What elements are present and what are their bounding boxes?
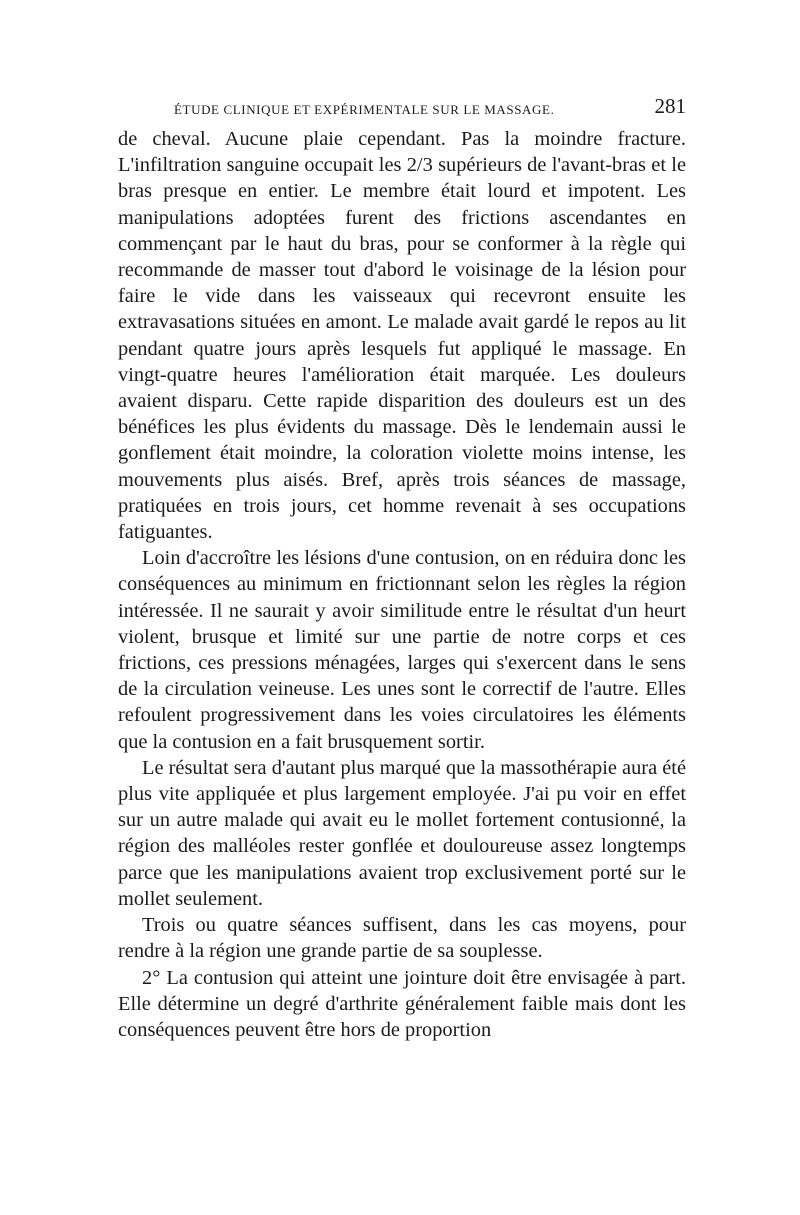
paragraph-joint-contusion: 2° La contusion qui atteint une jointure doit être envisagée à part. Elle détermine un degré d'arthrite généralement faible mais dont les conséquences peuvent être hors de proportion <box>118 966 686 1041</box>
book-page <box>118 96 686 1043</box>
paragraph-massotherapy-result: Le résultat sera d'autant plus marqué que la massothérapie aura été plus vite appliquée et plus largement employée. J'ai pu voir en effet sur un autre malade qui avait eu le mollet fortement contusionné, la région des malléoles rester gonflée et douloureuse assez longtemps parce que les manipulations avaient trop exclusivement porté sur le mollet seulement. <box>118 756 686 910</box>
running-head <box>118 96 686 126</box>
running-title: ÉTUDE CLINIQUE ET EXPÉRIMENTALE SUR LE MASSAGE. <box>174 102 555 117</box>
body-text <box>118 126 686 1043</box>
paragraph-contusion-consequences: Loin d'accroître les lésions d'une contusion, on en réduira donc les conséquences au minimum en frictionnant selon les règles la région intéressée. Il ne saurait y avoir similitude entre le résultat d'un heurt violent, brusque et limité sur une partie de notre corps et ces frictions, ces pressions ménagées, larges qui s'exercent dans le sens de la circulation veineuse. Les unes sont le correctif de l'autre. Elles refoulent progressivement dans les voies circulatoires les éléments que la contusion en a fait brusquement sortir. <box>118 547 686 753</box>
paragraph-sessions: Trois ou quatre séances suffisent, dans les cas moyens, pour rendre à la région une grande partie de sa souplesse. <box>118 914 686 963</box>
paragraph-continuation: de cheval. Aucune plaie cependant. Pas la moindre fracture. L'infiltration sanguine occupait les 2/3 supérieurs de l'avant-bras et le bras presque en entier. Le membre était lourd et impotent. Les manipulations adoptées furent des frictions ascendantes en commençant par le haut du bras, pour se conformer à la règle qui recommande de masser tout d'abord le voisinage de la lésion pour faire le vide dans les vaisseaux qui recevront ensuite les extravasations situées en amont. Le malade avait gardé le repos au lit pendant quatre jours après lesquels fut appliqué le massage. En vingt-quatre heures l'amélioration était marquée. Les douleurs avaient disparu. Cette rapide disparition des douleurs est un des bénéfices les plus évidents du massage. Dès le lendemain aussi le gonflement était moindre, la coloration violette moins intense, les mouvements plus aisés. Bref, après trois séances de massage, pratiquées en trois jours, cet homme revenait à ses occupations fatiguantes. <box>118 128 686 544</box>
page-number: 281 <box>654 94 686 118</box>
